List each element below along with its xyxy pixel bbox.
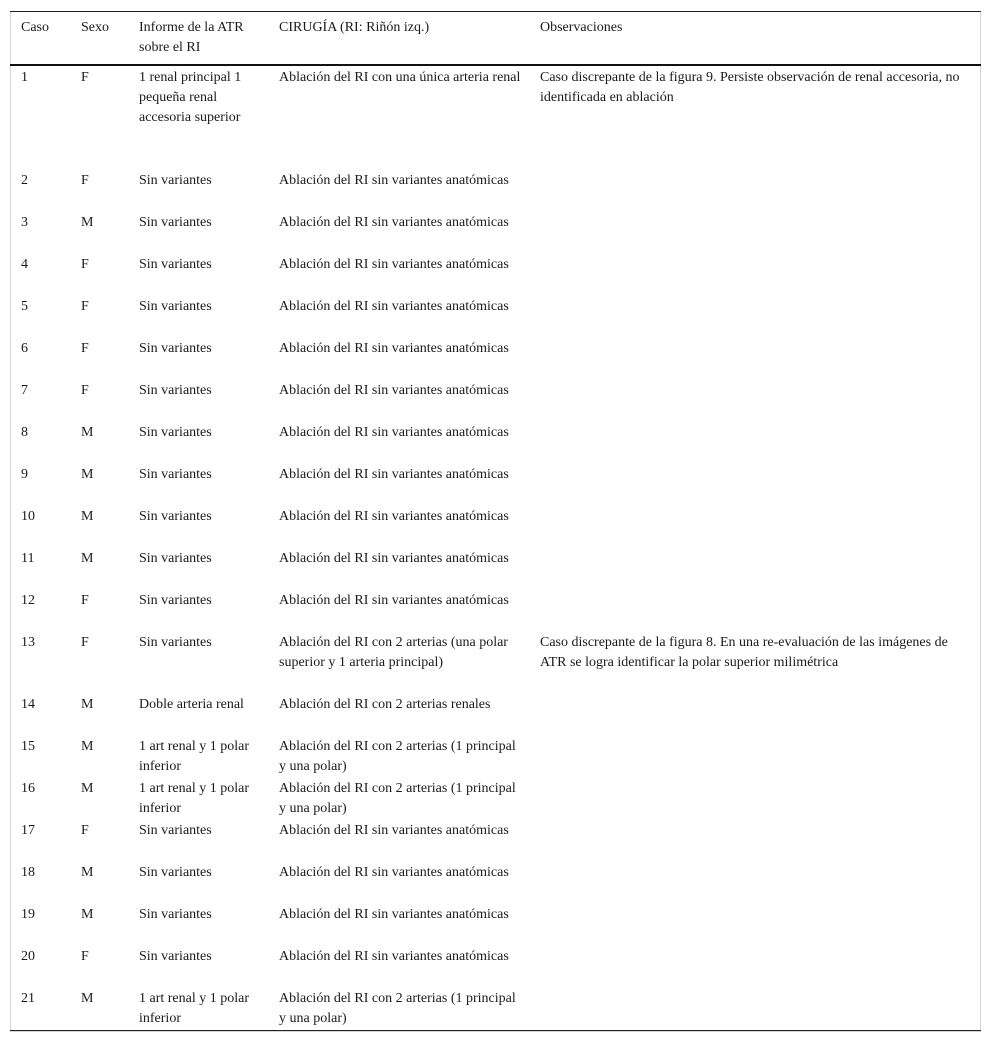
observaciones-cell [529, 463, 981, 505]
sexo-cell: M [81, 865, 94, 880]
table-row [10, 819, 981, 861]
sexo-cell: F [81, 823, 89, 838]
caso-cell: 21 [21, 991, 35, 1006]
informe-cell: Sin variantes [139, 299, 212, 314]
table-row [10, 735, 981, 777]
table-row [10, 861, 981, 903]
caso-cell: 4 [21, 257, 28, 272]
observaciones-cell [529, 505, 981, 547]
sexo-cell: F [81, 383, 89, 398]
informe-cell: Sin variantes [139, 551, 212, 566]
caso-cell: 5 [21, 299, 28, 314]
informe-cell: Sin variantes [139, 509, 212, 524]
observaciones-cell [529, 379, 981, 421]
header-cirugia: CIRUGÍA (RI: Riñón izq.) [268, 12, 529, 66]
table-row [10, 379, 981, 421]
caso-cell: 10 [21, 509, 35, 524]
sexo-cell: F [81, 593, 89, 608]
cirugia-cell: Ablación del RI sin variantes anatómicas [279, 341, 509, 356]
caso-cell: 11 [21, 551, 35, 566]
informe-cell: Sin variantes [139, 257, 212, 272]
cirugia-cell: Ablación del RI sin variantes anatómicas [279, 823, 509, 838]
table-row [10, 903, 981, 945]
informe-cell: Sin variantes [139, 467, 212, 482]
observaciones-cell [529, 253, 981, 295]
caso-cell: 1 [21, 70, 28, 85]
table-row [10, 777, 981, 819]
table-row [10, 253, 981, 295]
header-observaciones: Observaciones [529, 12, 981, 66]
cirugia-cell: Ablación del RI con 2 arterias renales [279, 697, 491, 712]
table-row [10, 505, 981, 547]
cirugia-cell: Ablación del RI sin variantes anatómicas [279, 257, 509, 272]
caso-cell: 13 [21, 635, 35, 650]
informe-cell: Sin variantes [139, 907, 212, 922]
informe-cell: Sin variantes [139, 865, 212, 880]
caso-cell: 9 [21, 467, 28, 482]
observaciones-cell [529, 211, 981, 253]
table-row [10, 295, 981, 337]
observaciones-cell [529, 861, 981, 903]
table-row [10, 631, 981, 693]
informe-cell: 1 renal principal 1 pequeña renal accesoria superior [139, 70, 242, 125]
cirugia-cell: Ablación del RI sin variantes anatómicas [279, 215, 509, 230]
table-row [10, 421, 981, 463]
sexo-cell: M [81, 739, 94, 754]
observaciones-cell [529, 589, 981, 631]
caso-cell: 15 [21, 739, 35, 754]
informe-cell: Sin variantes [139, 949, 212, 964]
table-row [10, 547, 981, 589]
observaciones-cell [529, 819, 981, 861]
sexo-cell: M [81, 551, 94, 566]
observaciones-cell [529, 169, 981, 211]
sexo-cell: M [81, 425, 94, 440]
cirugia-cell: Ablación del RI sin variantes anatómicas [279, 551, 509, 566]
informe-cell: Sin variantes [139, 341, 212, 356]
caso-cell: 16 [21, 781, 35, 796]
informe-cell: Sin variantes [139, 593, 212, 608]
sexo-cell: F [81, 173, 89, 188]
header-sexo: Sexo [70, 12, 128, 66]
caso-cell: 8 [21, 425, 28, 440]
sexo-cell: F [81, 635, 89, 650]
table-row [10, 463, 981, 505]
observaciones-cell [529, 987, 981, 1031]
table-row [10, 945, 981, 987]
sexo-cell: F [81, 70, 89, 85]
cirugia-cell: Ablación del RI sin variantes anatómicas [279, 383, 509, 398]
table-row [10, 987, 981, 1031]
cirugia-cell: Ablación del RI sin variantes anatómicas [279, 425, 509, 440]
cirugia-cell: Ablación del RI sin variantes anatómicas [279, 865, 509, 880]
caso-cell: 19 [21, 907, 35, 922]
caso-cell: 20 [21, 949, 35, 964]
informe-cell: Sin variantes [139, 635, 212, 650]
informe-cell: Sin variantes [139, 215, 212, 230]
sexo-cell: M [81, 509, 94, 524]
observaciones-cell [529, 295, 981, 337]
informe-cell: Doble arteria renal [139, 697, 244, 712]
table-row [10, 589, 981, 631]
sexo-cell: M [81, 907, 94, 922]
header-informe: Informe de la ATR sobre el RI [128, 12, 268, 66]
cirugia-cell: Ablación del RI sin variantes anatómicas [279, 949, 509, 964]
cirugia-cell: Ablación del RI sin variantes anatómicas [279, 907, 509, 922]
sexo-cell: F [81, 341, 89, 356]
cirugia-cell: Ablación del RI sin variantes anatómicas [279, 593, 509, 608]
caso-cell: 7 [21, 383, 28, 398]
cases-table [10, 11, 981, 1031]
sexo-cell: F [81, 299, 89, 314]
sexo-cell: M [81, 991, 94, 1006]
cirugia-cell: Ablación del RI con 2 arterias (1 principal y una polar) [279, 781, 516, 816]
sexo-cell: F [81, 257, 89, 272]
table-row [10, 65, 981, 169]
sexo-cell: M [81, 467, 94, 482]
cirugia-cell: Ablación del RI con 2 arterias (1 principal y una polar) [279, 739, 516, 774]
informe-cell: 1 art renal y 1 polar inferior [139, 781, 250, 816]
table-row [10, 693, 981, 735]
observaciones-cell [529, 735, 981, 777]
caso-cell: 14 [21, 697, 35, 712]
cirugia-cell: Ablación del RI sin variantes anatómicas [279, 509, 509, 524]
observaciones-cell [529, 777, 981, 819]
caso-cell: 17 [21, 823, 35, 838]
caso-cell: 3 [21, 215, 28, 230]
caso-cell: 12 [21, 593, 35, 608]
cirugia-cell: Ablación del RI sin variantes anatómicas [279, 173, 509, 188]
sexo-cell: M [81, 215, 94, 230]
cirugia-cell: Ablación del RI con 2 arterias (1 principal y una polar) [279, 991, 516, 1026]
cirugia-cell: Ablación del RI con una única arteria renal [279, 70, 521, 85]
observaciones-cell: Caso discrepante de la figura 9. Persiste observación de renal accesoria, no identificada en ablación [540, 70, 960, 105]
cirugia-cell: Ablación del RI sin variantes anatómicas [279, 467, 509, 482]
sexo-cell: M [81, 781, 94, 796]
sexo-cell: F [81, 949, 89, 964]
observaciones-cell: Caso discrepante de la figura 8. En una re-evaluación de las imágenes de ATR se logra identificar la polar superior milimétrica [540, 635, 948, 670]
informe-cell: 1 art renal y 1 polar inferior [139, 739, 250, 774]
observaciones-cell [529, 547, 981, 589]
sexo-cell: M [81, 697, 94, 712]
informe-cell: Sin variantes [139, 823, 212, 838]
caso-cell: 6 [21, 341, 28, 356]
observaciones-cell [529, 693, 981, 735]
observaciones-cell [529, 945, 981, 987]
table-header-row [10, 12, 981, 66]
informe-cell: 1 art renal y 1 polar inferior [139, 991, 250, 1026]
caso-cell: 18 [21, 865, 35, 880]
table-row [10, 169, 981, 211]
table-row [10, 211, 981, 253]
observaciones-cell [529, 337, 981, 379]
table-row [10, 337, 981, 379]
informe-cell: Sin variantes [139, 173, 212, 188]
observaciones-cell [529, 421, 981, 463]
table-body [10, 65, 981, 1031]
caso-cell: 2 [21, 173, 28, 188]
informe-cell: Sin variantes [139, 383, 212, 398]
cirugia-cell: Ablación del RI sin variantes anatómicas [279, 299, 509, 314]
observaciones-cell [529, 903, 981, 945]
header-caso: Caso [10, 12, 70, 66]
informe-cell: Sin variantes [139, 425, 212, 440]
cirugia-cell: Ablación del RI con 2 arterias (una polar superior y 1 arteria principal) [279, 635, 508, 670]
